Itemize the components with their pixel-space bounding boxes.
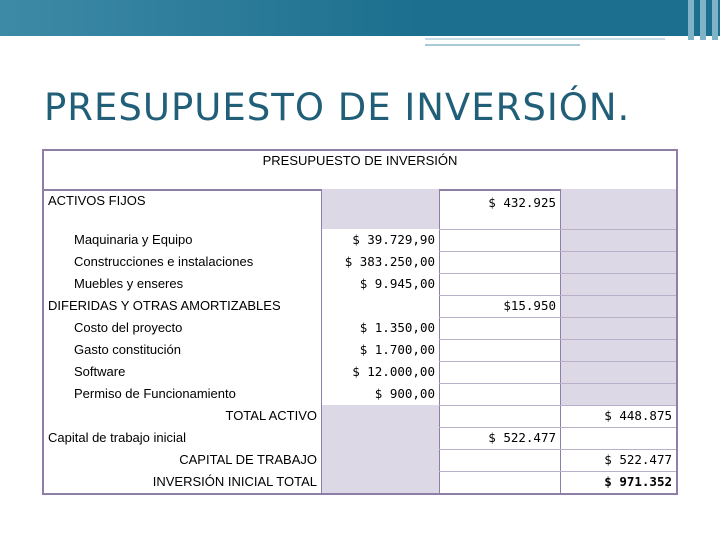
row-label: CAPITAL DE TRABAJO [179,452,317,467]
row-value-col-b: $ 39.729,90 [352,232,435,247]
row-label: DIFERIDAS Y OTRAS AMORTIZABLES [48,298,281,313]
row-label: Costo del proyecto [74,320,183,335]
row-value-col-d: $ 448.875 [604,408,672,423]
row-label: TOTAL ACTIVO [225,408,317,423]
band-stripe [688,0,694,40]
row-value-col-b: $ 383.250,00 [344,254,435,269]
row-divider [439,339,676,340]
table-header-row [44,151,676,191]
band-stripe [700,0,706,40]
row-value-col-b: $ 9.945,00 [359,276,435,291]
row-value-col-d: $ 522.477 [604,452,672,467]
row-divider [439,405,676,406]
row-value-col-b: $ 12.000,00 [352,364,435,379]
row-value-col-c: $ 522.477 [488,430,556,445]
row-divider [439,229,676,230]
slide-title: PRESUPUESTO DE INVERSIÓN. [44,86,631,129]
table-header: PRESUPUESTO DE INVERSIÓN [262,153,458,168]
row-label: Capital de trabajo inicial [48,430,187,445]
row-label: INVERSIÓN INICIAL TOTAL [152,474,317,489]
row-divider [439,361,676,362]
row-label: Software [74,364,126,379]
accent-line [425,44,580,46]
row-value-col-b: $ 1.350,00 [359,320,435,335]
row-value-col-b: $ 900,00 [374,386,435,401]
row-divider [439,427,676,428]
row-divider [439,295,676,296]
investment-budget-table [42,149,678,495]
row-value-col-c: $ 432.925 [488,195,556,210]
row-label: ACTIVOS FIJOS [48,193,146,208]
accent-line [425,38,665,40]
row-label: Construcciones e instalaciones [74,254,254,269]
row-divider [439,317,676,318]
row-label: Muebles y enseres [74,276,184,291]
row-value-col-c: $15.950 [503,298,556,313]
row-divider [439,471,676,472]
cell-shade [321,189,439,229]
row-label: Maquinaria y Equipo [74,232,193,247]
title-band-gradient [0,0,420,36]
row-divider [439,383,676,384]
row-label: Gasto constitución [74,342,181,357]
row-value-col-b: $ 1.700,00 [359,342,435,357]
row-divider [439,273,676,274]
cell-shade [560,189,676,229]
column-divider [560,189,561,493]
band-stripe [712,0,718,40]
cell-shade [321,405,439,493]
row-label: Permiso de Funcionamiento [74,386,236,401]
column-divider [439,189,440,493]
row-divider [439,251,676,252]
row-value-col-d: $ 971.352 [604,474,672,489]
row-divider [439,449,676,450]
